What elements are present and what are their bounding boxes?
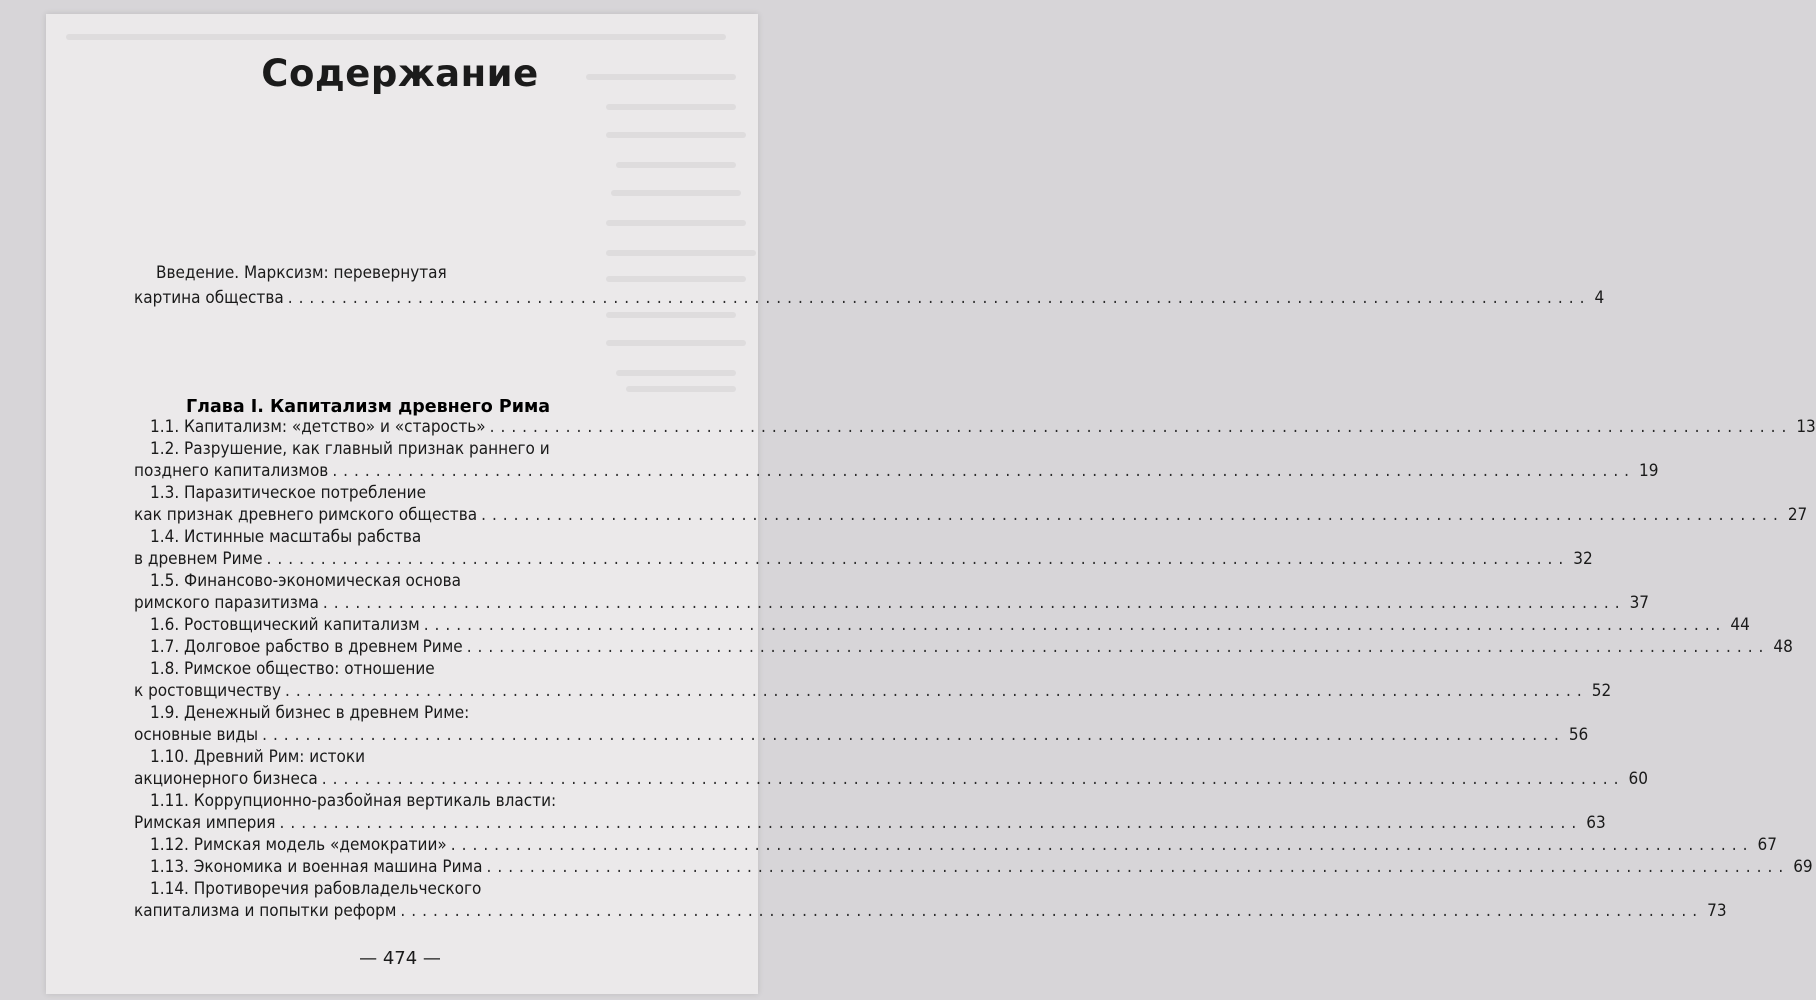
toc-entry-intro bbox=[134, 287, 1605, 309]
dot-leader: ........................................................................................................................ bbox=[266, 549, 1570, 569]
toc-entry-line: 1.9. Денежный бизнес в древнем Риме: bbox=[150, 703, 470, 723]
toc-entry-line: 1.2. Разрушение, как главный признак раннего и bbox=[150, 439, 550, 459]
entry-text: Римская империя bbox=[134, 813, 276, 833]
dot-leader: ........................................................................................................................ bbox=[285, 681, 1588, 701]
toc-entry bbox=[134, 680, 1612, 702]
toc-entry bbox=[150, 834, 1777, 856]
dot-leader: ........................................................................................................................ bbox=[400, 901, 1704, 921]
dot-leader: ........................................................................................................................ bbox=[450, 835, 1754, 855]
dot-leader: ........................................................................................................................ bbox=[262, 725, 1565, 745]
entry-text: к ростовщичеству bbox=[134, 681, 282, 701]
dot-leader: ........................................................................................................................ bbox=[279, 813, 1583, 833]
entry-page-number: 13 bbox=[1796, 417, 1816, 437]
entry-page-number: 37 bbox=[1629, 593, 1650, 613]
dot-leader: ........................................................................................................................ bbox=[466, 637, 1770, 657]
toc-entry bbox=[150, 614, 1750, 636]
page-number: — 474 — bbox=[359, 948, 441, 969]
entry-text: 1.6. Ростовщический капитализм bbox=[150, 615, 420, 635]
toc-entry-line: 1.10. Древний Рим: истоки bbox=[150, 747, 366, 767]
page-title: Содержание bbox=[261, 52, 539, 95]
toc-entry bbox=[150, 636, 1793, 658]
dot-leader: ........................................................................................................................ bbox=[423, 615, 1727, 635]
entry-text: картина общества bbox=[134, 288, 284, 308]
toc-entry bbox=[134, 900, 1727, 922]
toc-entry bbox=[134, 460, 1659, 482]
dot-leader: ........................................................................................................................ bbox=[481, 505, 1784, 525]
toc-entry bbox=[150, 856, 1813, 878]
toc-entry-line: 1.11. Коррупционно-разбойная вертикаль власти: bbox=[150, 791, 557, 811]
entry-text: римского паразитизма bbox=[134, 593, 319, 613]
toc-entry-intro-line: Введение. Марксизм: перевернутая bbox=[156, 263, 447, 283]
entry-page-number: 27 bbox=[1787, 505, 1808, 525]
toc-entry bbox=[134, 724, 1589, 746]
entry-text: 1.7. Долговое рабство в древнем Риме bbox=[150, 637, 463, 657]
dot-leader: ........................................................................................................................ bbox=[486, 857, 1790, 877]
toc-entry bbox=[134, 592, 1650, 614]
entry-text: капитализма и попытки реформ bbox=[134, 901, 397, 921]
dot-leader: ........................................................................................................................ bbox=[332, 461, 1636, 481]
entry-page-number: 4 bbox=[1594, 288, 1605, 308]
toc-entry-line: 1.8. Римское общество: отношение bbox=[150, 659, 435, 679]
entry-page-number: 69 bbox=[1793, 857, 1813, 877]
toc-entry-line: 1.3. Паразитическое потребление bbox=[150, 483, 426, 503]
entry-page-number: 48 bbox=[1773, 637, 1793, 657]
entry-text: акционерного бизнеса bbox=[134, 769, 318, 789]
toc-entry-line: 1.14. Противоречия рабовладельческого bbox=[150, 879, 482, 899]
dot-leader: ........................................................................................................................ bbox=[489, 417, 1793, 437]
entry-text: в древнем Риме bbox=[134, 549, 263, 569]
entry-text: как признак древнего римского общества bbox=[134, 505, 478, 525]
chapter-heading: Глава I. Капитализм древнего Рима bbox=[186, 397, 551, 417]
toc-entry bbox=[134, 768, 1648, 790]
dot-leader: ........................................................................................................................ bbox=[322, 593, 1626, 613]
toc-entry bbox=[134, 548, 1593, 570]
entry-text: 1.13. Экономика и военная машина Рима bbox=[150, 857, 483, 877]
entry-page-number: 44 bbox=[1730, 615, 1750, 635]
entry-page-number: 52 bbox=[1591, 681, 1612, 701]
dot-leader: ........................................................................................................................ bbox=[287, 288, 1591, 308]
entry-page-number: 63 bbox=[1586, 813, 1606, 833]
entry-page-number: 67 bbox=[1757, 835, 1777, 855]
entry-page-number: 32 bbox=[1573, 549, 1593, 569]
entry-page-number: 60 bbox=[1628, 769, 1648, 789]
toc-entry bbox=[150, 416, 1816, 438]
toc-entry bbox=[134, 812, 1606, 834]
toc-entry bbox=[134, 504, 1808, 526]
entry-page-number: 19 bbox=[1639, 461, 1659, 481]
dot-leader: ........................................................................................................................ bbox=[321, 769, 1625, 789]
entry-text: 1.12. Римская модель «демократии» bbox=[150, 835, 447, 855]
entry-page-number: 56 bbox=[1568, 725, 1589, 745]
entry-text: позднего капитализмов bbox=[134, 461, 329, 481]
entry-text: 1.1. Капитализм: «детство» и «старость» bbox=[150, 417, 486, 437]
entry-text: основные виды bbox=[134, 725, 259, 745]
toc-entry-line: 1.5. Финансово-экономическая основа bbox=[150, 571, 462, 591]
toc-entry-line: 1.4. Истинные масштабы рабства bbox=[150, 527, 422, 547]
entry-page-number: 73 bbox=[1707, 901, 1727, 921]
